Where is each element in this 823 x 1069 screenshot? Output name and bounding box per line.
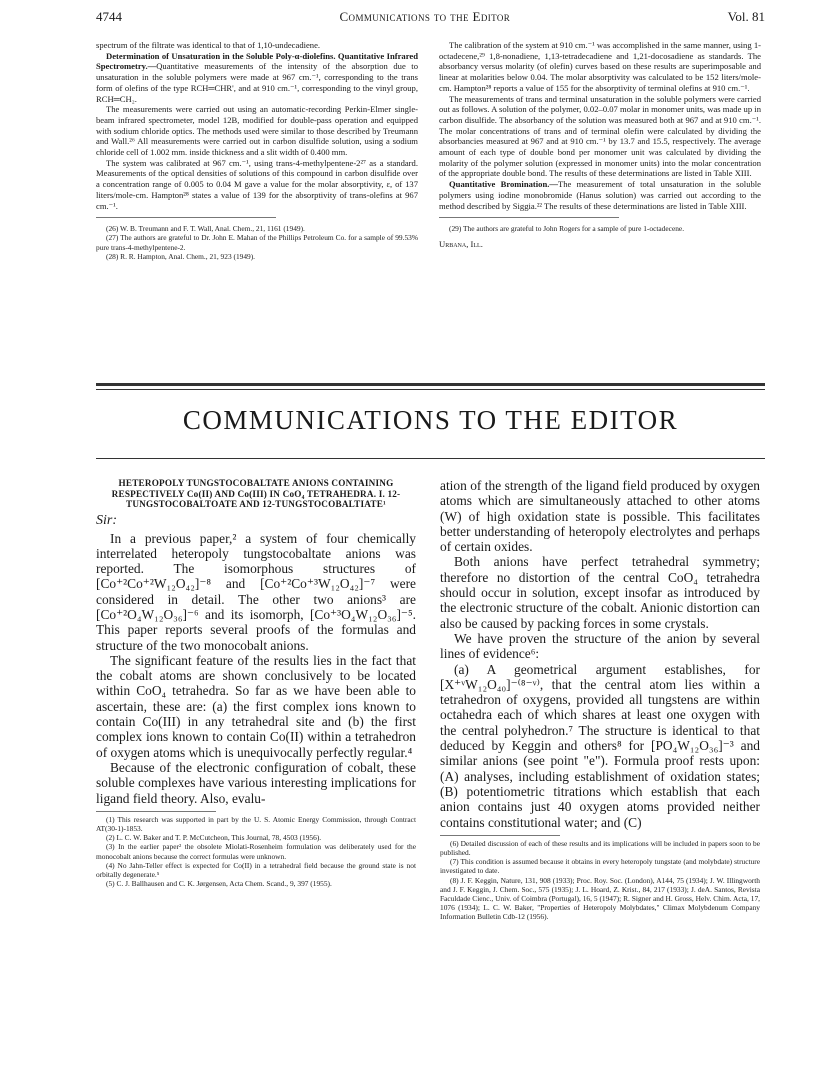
footnote-separator	[440, 835, 560, 836]
paragraph: We have proven the structure of the anion by several lines of evidence⁶:	[440, 630, 760, 662]
salutation: Sir:	[96, 512, 117, 528]
footnote: (7) This condition is assumed because it obtains in every heteropoly tungstate (and molybdate) structure investigated to date.	[440, 857, 760, 876]
footnote: (4) No Jahn-Teller effect is expected for Co(II) in a tetrahedral field because the ground state is not orbitally degenerate.⁵	[96, 860, 416, 880]
top-left-column	[96, 40, 418, 261]
running-header	[96, 6, 765, 28]
footnote-separator	[96, 217, 276, 218]
paragraph-body: Quantitative measurements of the intensity of the absorption due to unsaturation in the soluble polymers were made at 967 cm.⁻¹, corresponding to the trans form of olefins of the type RCH═CHR', and at 910 cm.⁻¹, corresponding to the vinyl group, RCH═CH₂.	[96, 61, 418, 104]
article-right-column	[440, 478, 760, 922]
article-left-footnotes	[96, 815, 416, 889]
paragraph: Because of the electronic configuration of cobalt, these soluble complexes have various interesting implications for ligand field theory. Also, evalu-	[96, 759, 416, 806]
paragraph: The measurements were carried out using an automatic-recording Perkin-Elmer single-beam infrared spectrometer, model 12B, modified for double-pass operation and equipped with sodium chloride optics. The methods used were similar to those described by Treumann and Wall.²⁶ All measurements were carried out in carbon disulfide solution, using a sodium chloride cell of 1.002 mm. inside thickness and a slit width of 0.400 mm.	[96, 104, 418, 158]
paragraph: (a) A geometrical argument establishes, for [X⁺ᵛW₁₂O₄₀]⁻⁽⁸⁻ᵛ⁾, that the central atom lies within a tetrahedron of oxygens, provided all tungstens are within octahedra each of which shares at least one oxygen with the central polyhedron.⁷ The structure is identical to that deduced by Keggin and others⁸ for [PO₄W₁₂O₃₆]⁻³ and similar anions (see point "e"). Formula proof rests upon: (A) analyses, including establishment of oxidation states; (B) potentiometric titrations which establish that each anion contains just 40 oxygen atoms provided neither contains constitutional water; and (C)	[440, 661, 760, 830]
footnote: (1) This research was supported in part by the U. S. Atomic Energy Commission, through Contract AT(30-1)-1853.	[96, 814, 416, 834]
paragraph: ation of the strength of the ligand field produced by oxygen atoms which are simultaneously attached to other atoms (W) of high oxidation state is possible. This facilitates better understanding of heteropoly electrolytes and perhaps of certain oxides.	[440, 478, 760, 555]
footnote: (27) The authors are grateful to Dr. John E. Mahan of the Phillips Petroleum Co. for a sample of 99.53% pure trans-4-methylpentene-2.	[96, 233, 418, 252]
banner-rule	[96, 458, 765, 459]
footnote: (6) Detailed discussion of each of these results and its implications will be included in papers soon to be published.	[440, 838, 760, 858]
footnote: (8) J. F. Keggin, Nature, 131, 908 (1933); Proc. Roy. Soc. (London), A144, 75 (1934); J. W. Illingworth and J. F. Keggin, J. Chem. Soc., 575 (1935); J. L. Hoard, Z. Krist., 84, 217 (1933); J. deA. Santos, Revista Faculdade Cienc., Univ. of Coimbra (Portugal), 16, 5 (1947); R. Signer and H. Gross, Helv. Chim. Acta, 17, 1076 (1934); L. C. W. Baker, "Properties of Heteropoly Molybdates," Climax Molybdenum Company Information Bulletin Cdb-12 (1956).	[440, 875, 760, 922]
footnote: (2) L. C. W. Baker and T. P. McCutcheon, This Journal, 78, 4503 (1956).	[106, 833, 322, 843]
article-right-body	[440, 478, 760, 830]
section-rule-thick	[96, 383, 765, 386]
paragraph-body: The measurement of total unsaturation in the soluble polymers using iodine monobromide (Hanus solution) was carried out according to the method described by Siggia.²² The results of these determinations are listed in Table XIII.	[439, 179, 761, 211]
footnote: (28) R. R. Hampton, Anal. Chem., 21, 923 (1949).	[106, 251, 256, 261]
volume-number: Vol. 81	[727, 9, 765, 24]
article-left-body	[96, 531, 416, 806]
article-left-column	[96, 478, 416, 888]
article-title: HETEROPOLY TUNGSTOCOBALTATE ANIONS CONTAINING RESPECTIVELY Co(II) AND Co(III) IN CoO₄ TETRAHEDRA. I. 12-TUNGSTOCOBALTOATE AND 12-TUNGSTOCOBALTIATE¹	[111, 478, 401, 509]
paragraph: The measurements of trans and terminal unsaturation in the soluble polymers were carried out as follows. A solution of the polymer, 0.02–0.07 molar in monomer units, was made up in carbon disulfide. The absorbancy of the solution was measured both at 967 and at 910 cm.⁻¹. The molar concentrations of trans and of terminal olefin were calculated by dividing the absorbancies measured at 967 and at 910 cm.⁻¹ by 13.7 and 15.5, respectively. The average amount of each type of double bond per monomer unit was calculated by dividing the molarity of the polymer solution (expressed in monomer units) into the molar concentration of the appropriate double bond. The results of these determinations are listed in Table XIII.	[439, 93, 761, 179]
article-right-footnotes	[440, 839, 760, 922]
footnote: (26) W. B. Treumann and F. T. Wall, Anal. Chem., 21, 1161 (1949).	[106, 224, 305, 234]
running-title: Communications to the Editor	[339, 9, 511, 24]
footnote: (29) The authors are grateful to John Rogers for a sample of pure 1-octadecene.	[449, 224, 685, 234]
paragraph: The calibration of the system at 910 cm.⁻¹ was accomplished in the same manner, using 1-octadecene,²⁹ 1,8-nonadiene, 1,13-tetradecadiene and 1,21-docosadiene as standards. The absorbancy versus molarity (of olefin) curves based on these results are superimposable and linear at molarities below 0.04. The molar absorptivity was calculated to be 152 liters/mole-cm. Hampton²⁸ reports a value of 155 for the absorptivity of terminal olefins at 910 cm.⁻¹.	[439, 40, 761, 93]
section-rule-thin	[96, 389, 765, 390]
section-banner: COMMUNICATIONS TO THE EDITOR	[182, 405, 679, 435]
footnote-separator	[96, 811, 216, 812]
footnote-separator	[439, 217, 619, 218]
section-heading: Quantitative Bromination.—	[449, 179, 558, 190]
paragraph	[96, 51, 418, 105]
paragraph: In a previous paper,² a system of four chemically interrelated heteropoly tungstocobaltate anions was reported. The isomorphous structures of [Co⁺²Co⁺²W₁₂O₄₂]⁻⁸ and [Co⁺²Co⁺³W₁₂O₄₂]⁻⁷ were considered in detail. The other two anions³ are [Co⁺²O₄W₁₂O₃₆]⁻⁶ and its isomorph, [Co⁺³O₄W₁₂O₃₆]⁻⁵. This paper reports several proofs of the formulas and structure of the two monocobalt anions.	[96, 530, 416, 653]
paragraph	[439, 179, 761, 211]
paragraph: spectrum of the filtrate was identical to that of 1,10-undecadiene.	[96, 40, 321, 50]
paragraph: The system was calibrated at 967 cm.⁻¹, using trans-4-methylpentene-2²⁷ as a standard. Measurements of the optical densities of solutions of this compound in carbon disulfide over a concentration range of 0.005 to 0.04 M gave a value for the molar absorptivity, ε, of 137 liters/mole-cm. Hampton²⁸ states a value of 139 for the absorptivity of trans-olefins at 967 cm.⁻¹.	[96, 157, 418, 211]
footnote: (3) In the earlier paper² the obsolete Miolati-Rosenheim formulation was deliberately used for the monocobalt anions because the correct formulas were unknown.	[96, 842, 416, 861]
footnote: (5) C. J. Ballhausen and C. K. Jørgensen, Acta Chem. Scand., 9, 397 (1955).	[106, 879, 332, 889]
section-heading: Determination of Unsaturation in the Soluble Poly-α-diolefins. Quantitative Infrared Spectrometry.—	[96, 50, 418, 72]
author-location: Urbana, Ill.	[439, 239, 483, 250]
paragraph: The significant feature of the results lies in the fact that the cobalt atoms are shown conclusively to be located within CoO₄ tetrahedra. So far as we have been able to ascertain, these are: (a) the first complex ions known to contain Co(III) in any tetrahedral site and (b) the first complex ions known to contain Co(II) within a tetrahedron of oxygen atoms which is unequivocally perfectly regular.⁴	[96, 652, 416, 760]
paragraph: Both anions have perfect tetrahedral symmetry; therefore no distortion of the central CoO₄ tetrahedra should occur in solution, except insofar as introduced by the electronic structure of the cobalt. Anionic distortion can also be caused by packing forces in some crystals.	[440, 554, 760, 631]
top-right-column	[439, 40, 761, 250]
page-number: 4744	[96, 9, 122, 24]
